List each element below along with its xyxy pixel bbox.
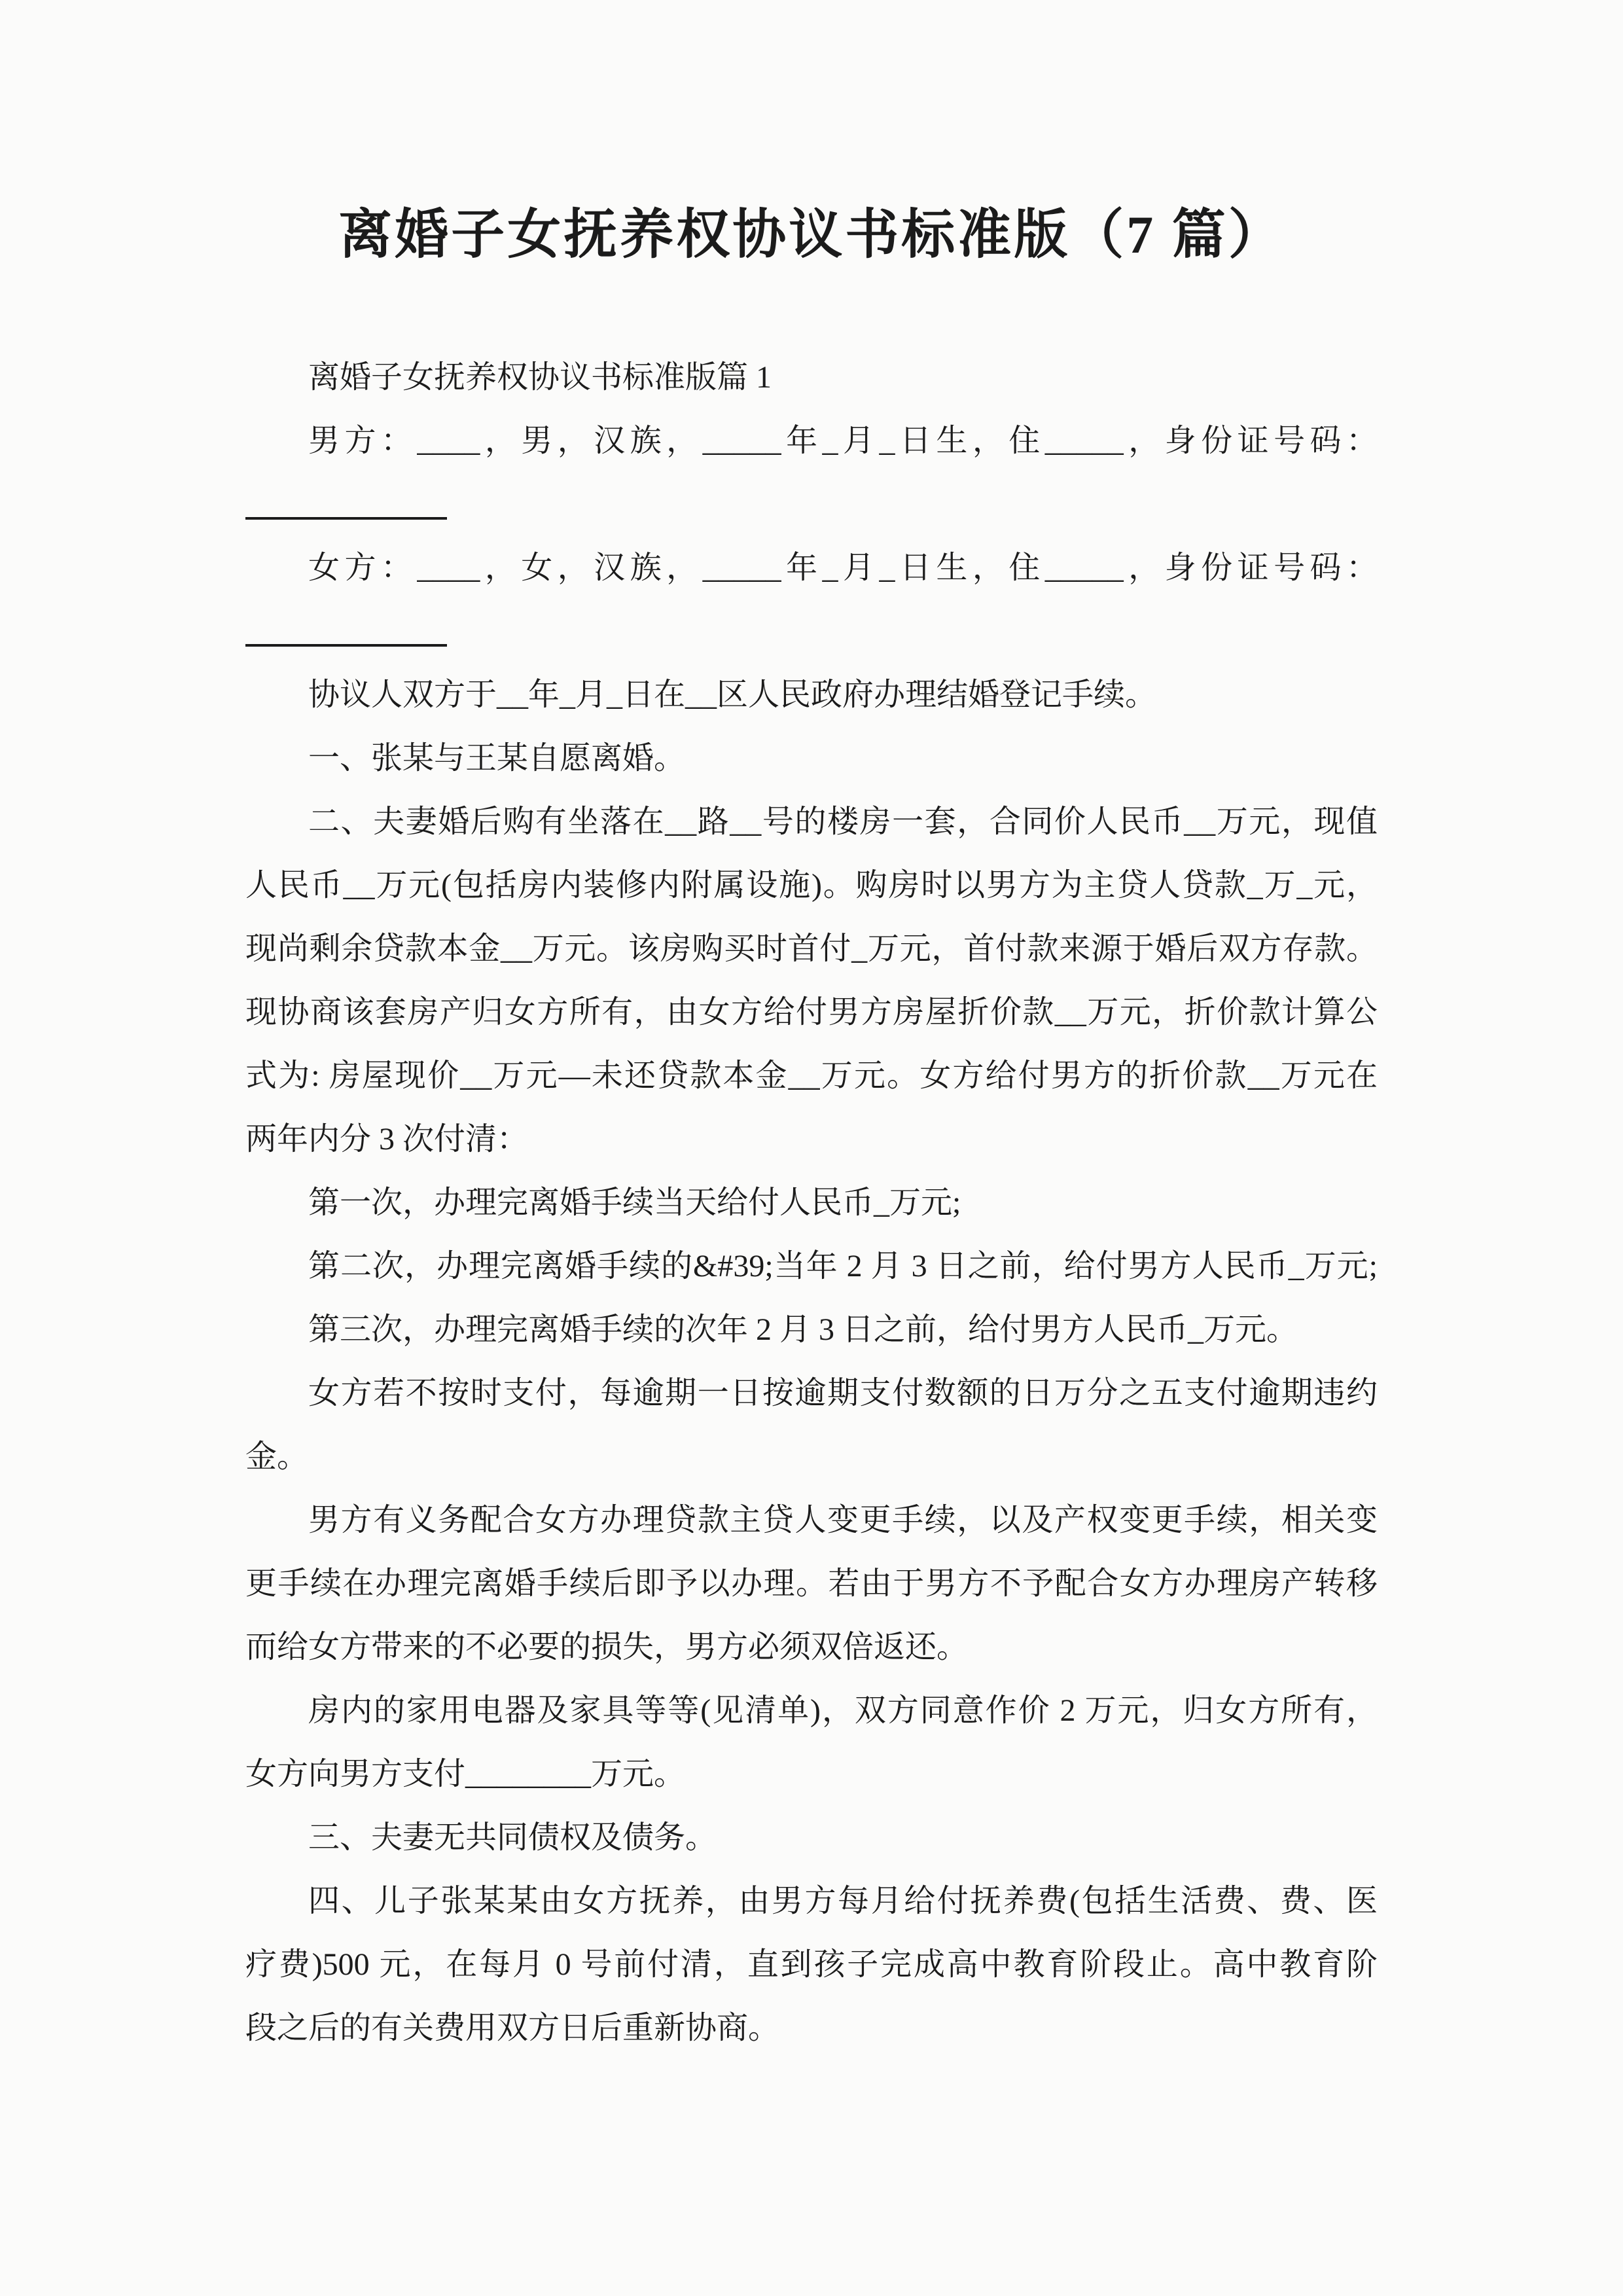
document-text-line: 第一次，办理完离婚手续当天给付人民币_万元;	[308, 1185, 961, 1220]
document-text-line: 男方：____，男，汉族，_____年_月_日生，住_____，身份证号码：	[308, 423, 1378, 458]
blank-underline-line	[245, 473, 1378, 536]
document-text-line: 男方有义务配合女方办理贷款主贷人变更手续，以及产权变更手续，相关变	[308, 1503, 1378, 1537]
document-text-line: 人民币__万元(包括房内装修内附属设施)。购房时以男方为主贷人贷款_万_元，	[245, 868, 1378, 903]
document-text-line: 疗费)500 元，在每月 0 号前付清，直到孩子完成高中教育阶段止。高中教育阶	[245, 1947, 1378, 1982]
document-text-line: 三、夫妻无共同债权及债务。	[308, 1820, 717, 1855]
document-title: 离婚子女抚养权协议书标准版（7 篇）	[338, 205, 1285, 264]
document-text-line: 两年内分 3 次付清：	[245, 1122, 529, 1157]
document-text-line: 段之后的有关费用双方日后重新协商。	[245, 2011, 780, 2045]
document-text-line: 房内的家用电器及家具等等(见清单)，双方同意作价 2 万元，归女方所有，	[308, 1693, 1378, 1728]
document-text-line: 第三次，办理完离婚手续的次年 2 月 3 日之前，给付男方人民币_万元。	[308, 1312, 1298, 1347]
document-text-line: 二、夫妻婚后购有坐落在__路__号的楼房一套，合同价人民币__万元，现值	[308, 804, 1378, 839]
document-text-line: 现协商该套房产归女方所有，由女方给付男方房屋折价款__万元，折价款计算公	[245, 995, 1378, 1030]
document-text-line: 金。	[245, 1439, 309, 1474]
document-text-line: 协议人双方于__年_月_日在__区人民政府办理结婚登记手续。	[308, 677, 1157, 712]
document-text-line: 离婚子女抚养权协议书标准版篇 1	[308, 360, 772, 395]
document-text-line: 一、张某与王某自愿离婚。	[308, 741, 686, 776]
document-text-line: 现尚剩余贷款本金__万元。该房购买时首付_万元，首付款来源于婚后双方存款。	[245, 931, 1378, 966]
document-text-line: 式为: 房屋现价__万元—未还贷款本金__万元。女方给付男方的折价款__万元在	[245, 1058, 1378, 1093]
document-text-line: 女方向男方支付________万元。	[245, 1757, 686, 1791]
blank-underline-line	[245, 600, 1378, 663]
document-text-line: 第二次，办理完离婚手续的&#39;当年 2 月 3 日之前，给付男方人民币_万元;	[308, 1249, 1378, 1283]
document-text-line: 女方：____，女，汉族，_____年_月_日生，住_____，身份证号码：	[308, 550, 1378, 585]
document-text-line: 四、儿子张某某由女方抚养，由男方每月给付抚养费(包括生活费、费、医	[308, 1884, 1378, 1918]
document-text-line: 而给女方带来的不必要的损失，男方必须双倍返还。	[245, 1630, 969, 1664]
blank-underline	[245, 644, 447, 647]
document-body	[245, 346, 1378, 2060]
document-text-line: 更手续在办理完离婚手续后即予以办理。若由于男方不予配合女方办理房产转移	[245, 1566, 1378, 1601]
document-text-line: 女方若不按时支付，每逾期一日按逾期支付数额的日万分之五支付逾期违约	[308, 1376, 1378, 1410]
blank-underline	[245, 517, 447, 520]
